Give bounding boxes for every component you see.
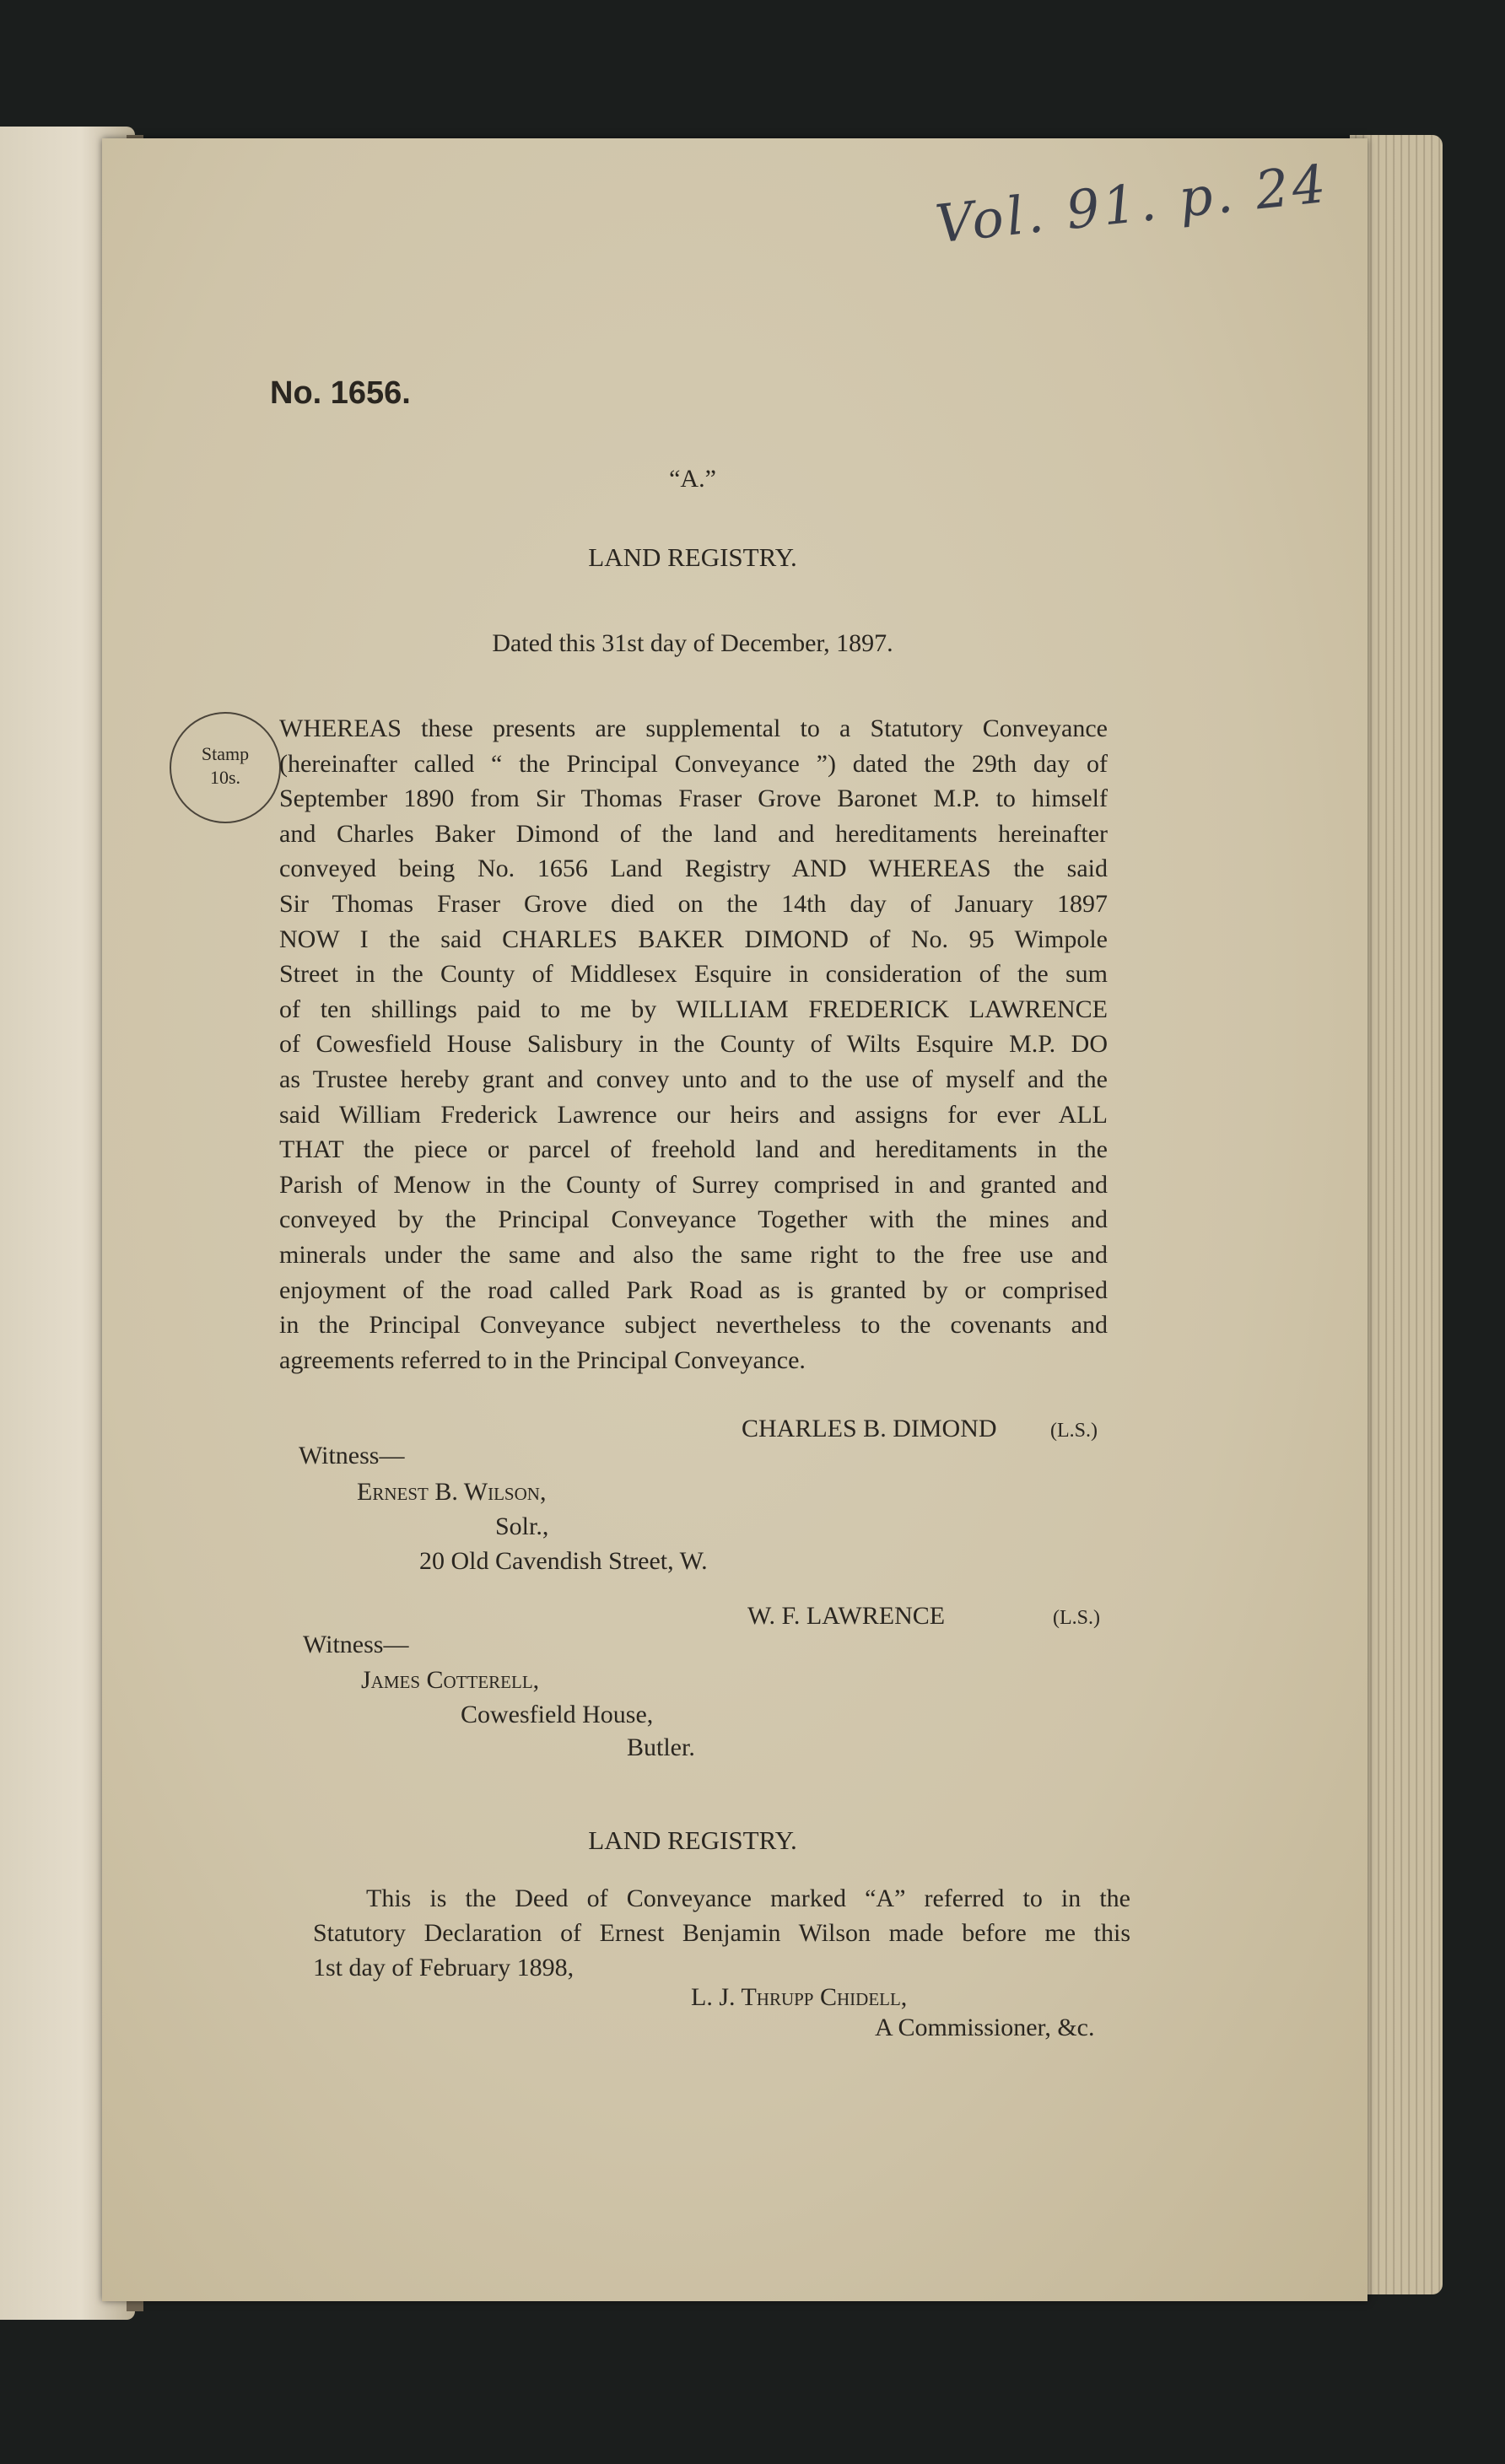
seal-mark-1: (L.S.) [1050, 1420, 1098, 1442]
text-line: said William Frederick Lawrence our heirs and assigns for ever ALL [279, 1100, 1108, 1129]
heading-2: LAND REGISTRY. [588, 1825, 797, 1855]
handwritten-annotation: Vol. 91. p. 24 [932, 152, 1332, 256]
commissioner-name: L. J. Thrupp Chidell, [691, 1983, 908, 2011]
text-line: of ten shillings paid to me by WILLIAM FREDERICK LAWRENCE [279, 995, 1108, 1023]
text-line: agreements referred to in the Principal Conveyance. [279, 1345, 806, 1374]
date-line: Dated this 31st day of December, 1897. [492, 629, 893, 657]
witness-name-1: Ernest B. Wilson, [357, 1478, 547, 1506]
text-line: Street in the County of Middlesex Esquire in consideration of the sum [279, 960, 1108, 989]
text-line: Sir Thomas Fraser Grove died on the 14th day of January 1897 [279, 889, 1108, 918]
witness-address-2: Cowesfield House, [461, 1701, 654, 1728]
text-line: This is the Deed of Conveyance marked “A” referred to in the [366, 1884, 1130, 1912]
text-line: of Cowesfield House Salisbury in the County of Wilts Esquire M.P. DO [279, 1030, 1108, 1059]
text-line: Parish of Menow in the County of Surrey comprised in and granted and [279, 1170, 1108, 1199]
witness-address-1: 20 Old Cavendish Street, W. [419, 1547, 708, 1575]
text-line: as Trustee hereby grant and convey unto and to the use of myself and the [279, 1065, 1108, 1093]
text-line: WHEREAS these presents are supplemental to a Statutory Conveyance [279, 714, 1108, 742]
seal-mark-2: (L.S.) [1053, 1607, 1100, 1629]
text-line: and Charles Baker Dimond of the land and hereditaments hereinafter [279, 819, 1108, 848]
text-line: minerals under the same and also the same right to the free use and [279, 1240, 1108, 1269]
witness-title-2: Butler. [627, 1733, 695, 1761]
heading: LAND REGISTRY. [588, 542, 797, 572]
stamp-circle [170, 712, 281, 823]
text-line: conveyed being No. 1656 Land Registry AND WHEREAS the said [279, 855, 1108, 883]
text-line: NOW I the said CHARLES BAKER DIMOND of No. 95 Wimpole [279, 925, 1108, 953]
text-line: (hereinafter called “ the Principal Conveyance ”) dated the 29th day of [279, 749, 1108, 778]
witness-title-1: Solr., [495, 1512, 549, 1540]
text-line: enjoyment of the road called Park Road as is granted by or comprised [279, 1275, 1108, 1304]
signature-lawrence: W. F. LAWRENCE [747, 1602, 946, 1630]
signature-dimond: CHARLES B. DIMOND [742, 1415, 997, 1442]
document-number: No. 1656. [270, 375, 411, 411]
stamp-value: 10s. [209, 767, 241, 788]
text-line: conveyed by the Principal Conveyance Together with the mines and [279, 1205, 1108, 1234]
witness-name-2: James Cotterell, [361, 1666, 540, 1694]
witness-label-2: Witness— [303, 1631, 409, 1658]
text-line: September 1890 from Sir Thomas Fraser Grove Baronet M.P. to himself [279, 784, 1108, 813]
commissioner-title: A Commissioner, &c. [875, 2014, 1095, 2041]
stamp-label: Stamp [201, 743, 250, 764]
text-line: Statutory Declaration of Ernest Benjamin Wilson made before me this [313, 1919, 1130, 1947]
text-line: 1st day of February 1898, [313, 1954, 574, 1981]
exhibit-mark: “A.” [669, 465, 716, 493]
declaration [313, 1884, 1130, 1987]
text-line: THAT the piece or parcel of freehold land and hereditaments in the [279, 1135, 1108, 1164]
text-line: in the Principal Conveyance subject nevertheless to the covenants and [279, 1311, 1108, 1340]
deed-body [279, 714, 1108, 1380]
witness-label-1: Witness— [299, 1442, 405, 1469]
